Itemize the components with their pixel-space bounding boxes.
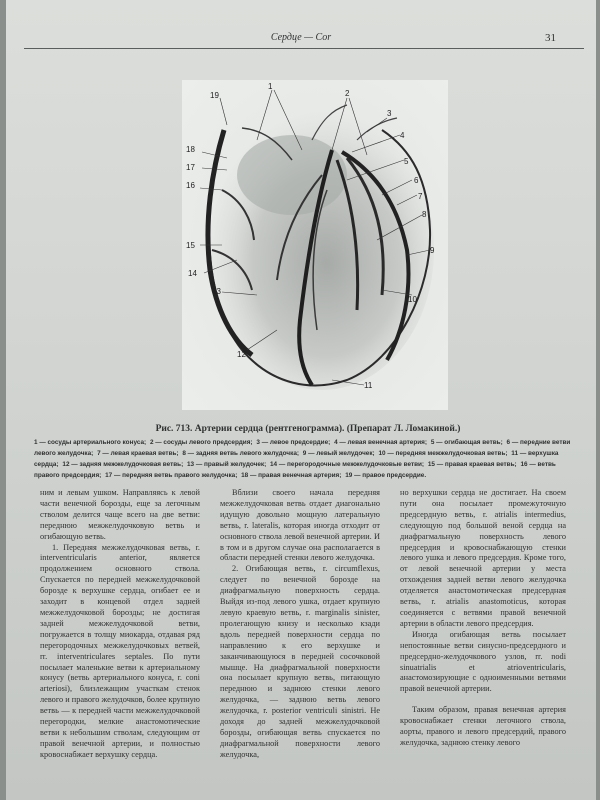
legend-item: 19 — правое предсердие. xyxy=(345,472,427,479)
callout-2-top: 2 xyxy=(345,89,350,98)
callout-17: 17 xyxy=(186,163,195,172)
text-column-1 xyxy=(40,488,200,761)
callout-16: 16 xyxy=(186,181,195,190)
callout-18: 18 xyxy=(186,145,195,154)
paragraph: Вблизи своего начала передняя межжелудочковая ветвь отдает диагонально идущую довольно мощную латеральную ветвь, r. lateralis, которая иногда отходит от основного ствола левой венечной артерии. И в том и в другом случае она располагается в области передней стенки левого желудочка. xyxy=(220,488,380,563)
header-rule xyxy=(24,48,584,49)
paragraph: 2. Огибающая ветвь, r. circumflexus, следует по венечной борозде на диафрагмальную поверхность сердца. Выйдя из-под левого ушка, отдает крупную левую краевую ветвь, r. marginalis sinister, пролегающую книзу и несколько кзади вдоль передней поверхности сердца по направлению к его верхушке и заканчивающуюся в передней сосочковой мышце. На диафрагмальной поверхности она посылает крупную ветвь, питающую переднюю и заднюю стенки левого желудочка, — заднюю ветвь левого желудочка, r. posterior ventriculi sinistri. Не доходя до задней межжелудочковой борозды, огибающая ветвь спускается по диафрагмальной поверхности левого желудочка, xyxy=(220,564,380,759)
legend-item: 6 — передние ветви левого желудочка; xyxy=(34,439,571,457)
callout-4: 4 xyxy=(400,131,405,140)
callout-19: 19 xyxy=(210,91,219,100)
running-head xyxy=(6,32,596,48)
callout-11: 11 xyxy=(364,381,373,390)
legend-item: 3 — левое предсердие; xyxy=(256,439,331,446)
legend-item: 1 — сосуды артериального конуса; xyxy=(34,439,147,446)
heart-angiogram-figure xyxy=(182,80,448,410)
legend-item: 11 — верхушка сердца; xyxy=(34,450,559,468)
paragraph: Иногда огибающая ветвь посылает непостоянные ветви синусно-предсердного и предсердно-желудочкового узлов, rr. nodi sinuatrialis et atrioventricularis, анастомозирующие с одноименными ветвями правой венечной артерии. xyxy=(400,629,566,694)
text-column-2 xyxy=(220,488,380,761)
legend-item: 8 — задняя ветвь левого желудочка; xyxy=(182,450,300,457)
callout-8: 8 xyxy=(422,210,427,219)
callout-7: 7 xyxy=(418,192,423,201)
legend-item: 17 — передняя ветвь правого желудочка; xyxy=(105,472,238,479)
callout-1-top: 1 xyxy=(268,82,273,91)
legend-item: 14 — перегородочные межжелудочковые ветви; xyxy=(270,461,425,468)
callout-12: 12 xyxy=(237,350,246,359)
callout-14: 14 xyxy=(188,269,197,278)
legend-item: 10 — передняя межжелудочковая ветвь; xyxy=(378,450,508,457)
callout-9: 9 xyxy=(430,246,435,255)
legend-item: 12 — задняя межжелудочковая ветвь; xyxy=(62,461,184,468)
legend-item: 5 — огибающая ветвь; xyxy=(430,439,503,446)
text-column-3 xyxy=(400,488,566,749)
legend-item: 15 — правая краевая ветвь; xyxy=(427,461,517,468)
legend-item: 2 — сосуды левого предсердия; xyxy=(149,439,253,446)
callout-6: 6 xyxy=(414,176,419,185)
callout-10: 10 xyxy=(408,295,417,304)
legend-item: 4 — левая венечная артерия; xyxy=(334,439,428,446)
legend-item: 13 — правый желудочек; xyxy=(186,461,267,468)
paragraph: но верхушки сердца не достигает. На своем пути она посылает промежуточную предсердную ветвь, r. atrialis intermedius, следующую под большой веной сердца на диафрагмальную поверхность левого предсердия и кровоснабжающую стенки левого ушка и левого предсердия. Кроме того, от левой венечной артерии у места отхождения задней ветви левого желудочка отделяется анастомотическая предсердная ветвь, r. atrialis anastomoticus, которая соединяется с ветвями правой венечной артерии в области левого предсердия. xyxy=(400,488,566,628)
legend-item: 16 — ветвь правого предсердия; xyxy=(34,461,556,479)
callout-13: 13 xyxy=(212,287,221,296)
legend-item: 7 — левая краевая ветвь; xyxy=(97,450,179,457)
page-number: 31 xyxy=(545,32,556,44)
heart-angiogram-image xyxy=(182,80,448,410)
figure-caption-title: Рис. 713. Артерии сердца (рентгенограмма). (Препарат Л. Ломакиной.) xyxy=(155,424,461,434)
callout-15: 15 xyxy=(186,241,195,250)
legend-item: 9 — левый желудочек; xyxy=(302,450,375,457)
paragraph: Таким образом, правая венечная артерия кровоснабжает стенки легочного ствола, аорты, правого и левого предсердий, правого желудочка, заднюю стенку левого xyxy=(400,705,566,747)
book-page xyxy=(6,0,596,800)
paragraph: 1. Передняя межжелудочковая ветвь, r. interventricularis anterior, является продолжением основного ствола. Спускается по передней межжелудочковой борозде к верхушке сердца, огибает ее и заходит в концевой отдел задней межжелудочковой борозды; не достигая задней межжелудочковой ветви, погружается в толщу миокарда, отдавая ряд перегородочных межжелудочковых ветвей, rr. interventriculares septales. По пути посылает маленькие ветви к артериальному конусу (ветвь артериального конуса, r. coni arteriosi), близлежащим участкам стенок левого и правого желудочков, более крупную ветвь — к передней части межжелудочковой перегородки, мелкие анастомотические ветви к небольшим стволам, следующим от правой венечной артерии, и полностью кровоснабжает верхушку сердца. xyxy=(40,542,200,759)
callout-3: 3 xyxy=(387,109,392,118)
legend-item: 18 — правая венечная артерия; xyxy=(241,472,342,479)
callout-5: 5 xyxy=(404,157,409,166)
figure-legend xyxy=(34,437,582,481)
paragraph: ним и левым ушком. Направляясь к левой части венечной борозды, еще за легочным стволом делится чаще всего на две ветви: переднюю межжелудочковую ветвь и огибающую ветвь. xyxy=(40,488,200,541)
running-title: Сердце — Cor xyxy=(270,32,332,43)
